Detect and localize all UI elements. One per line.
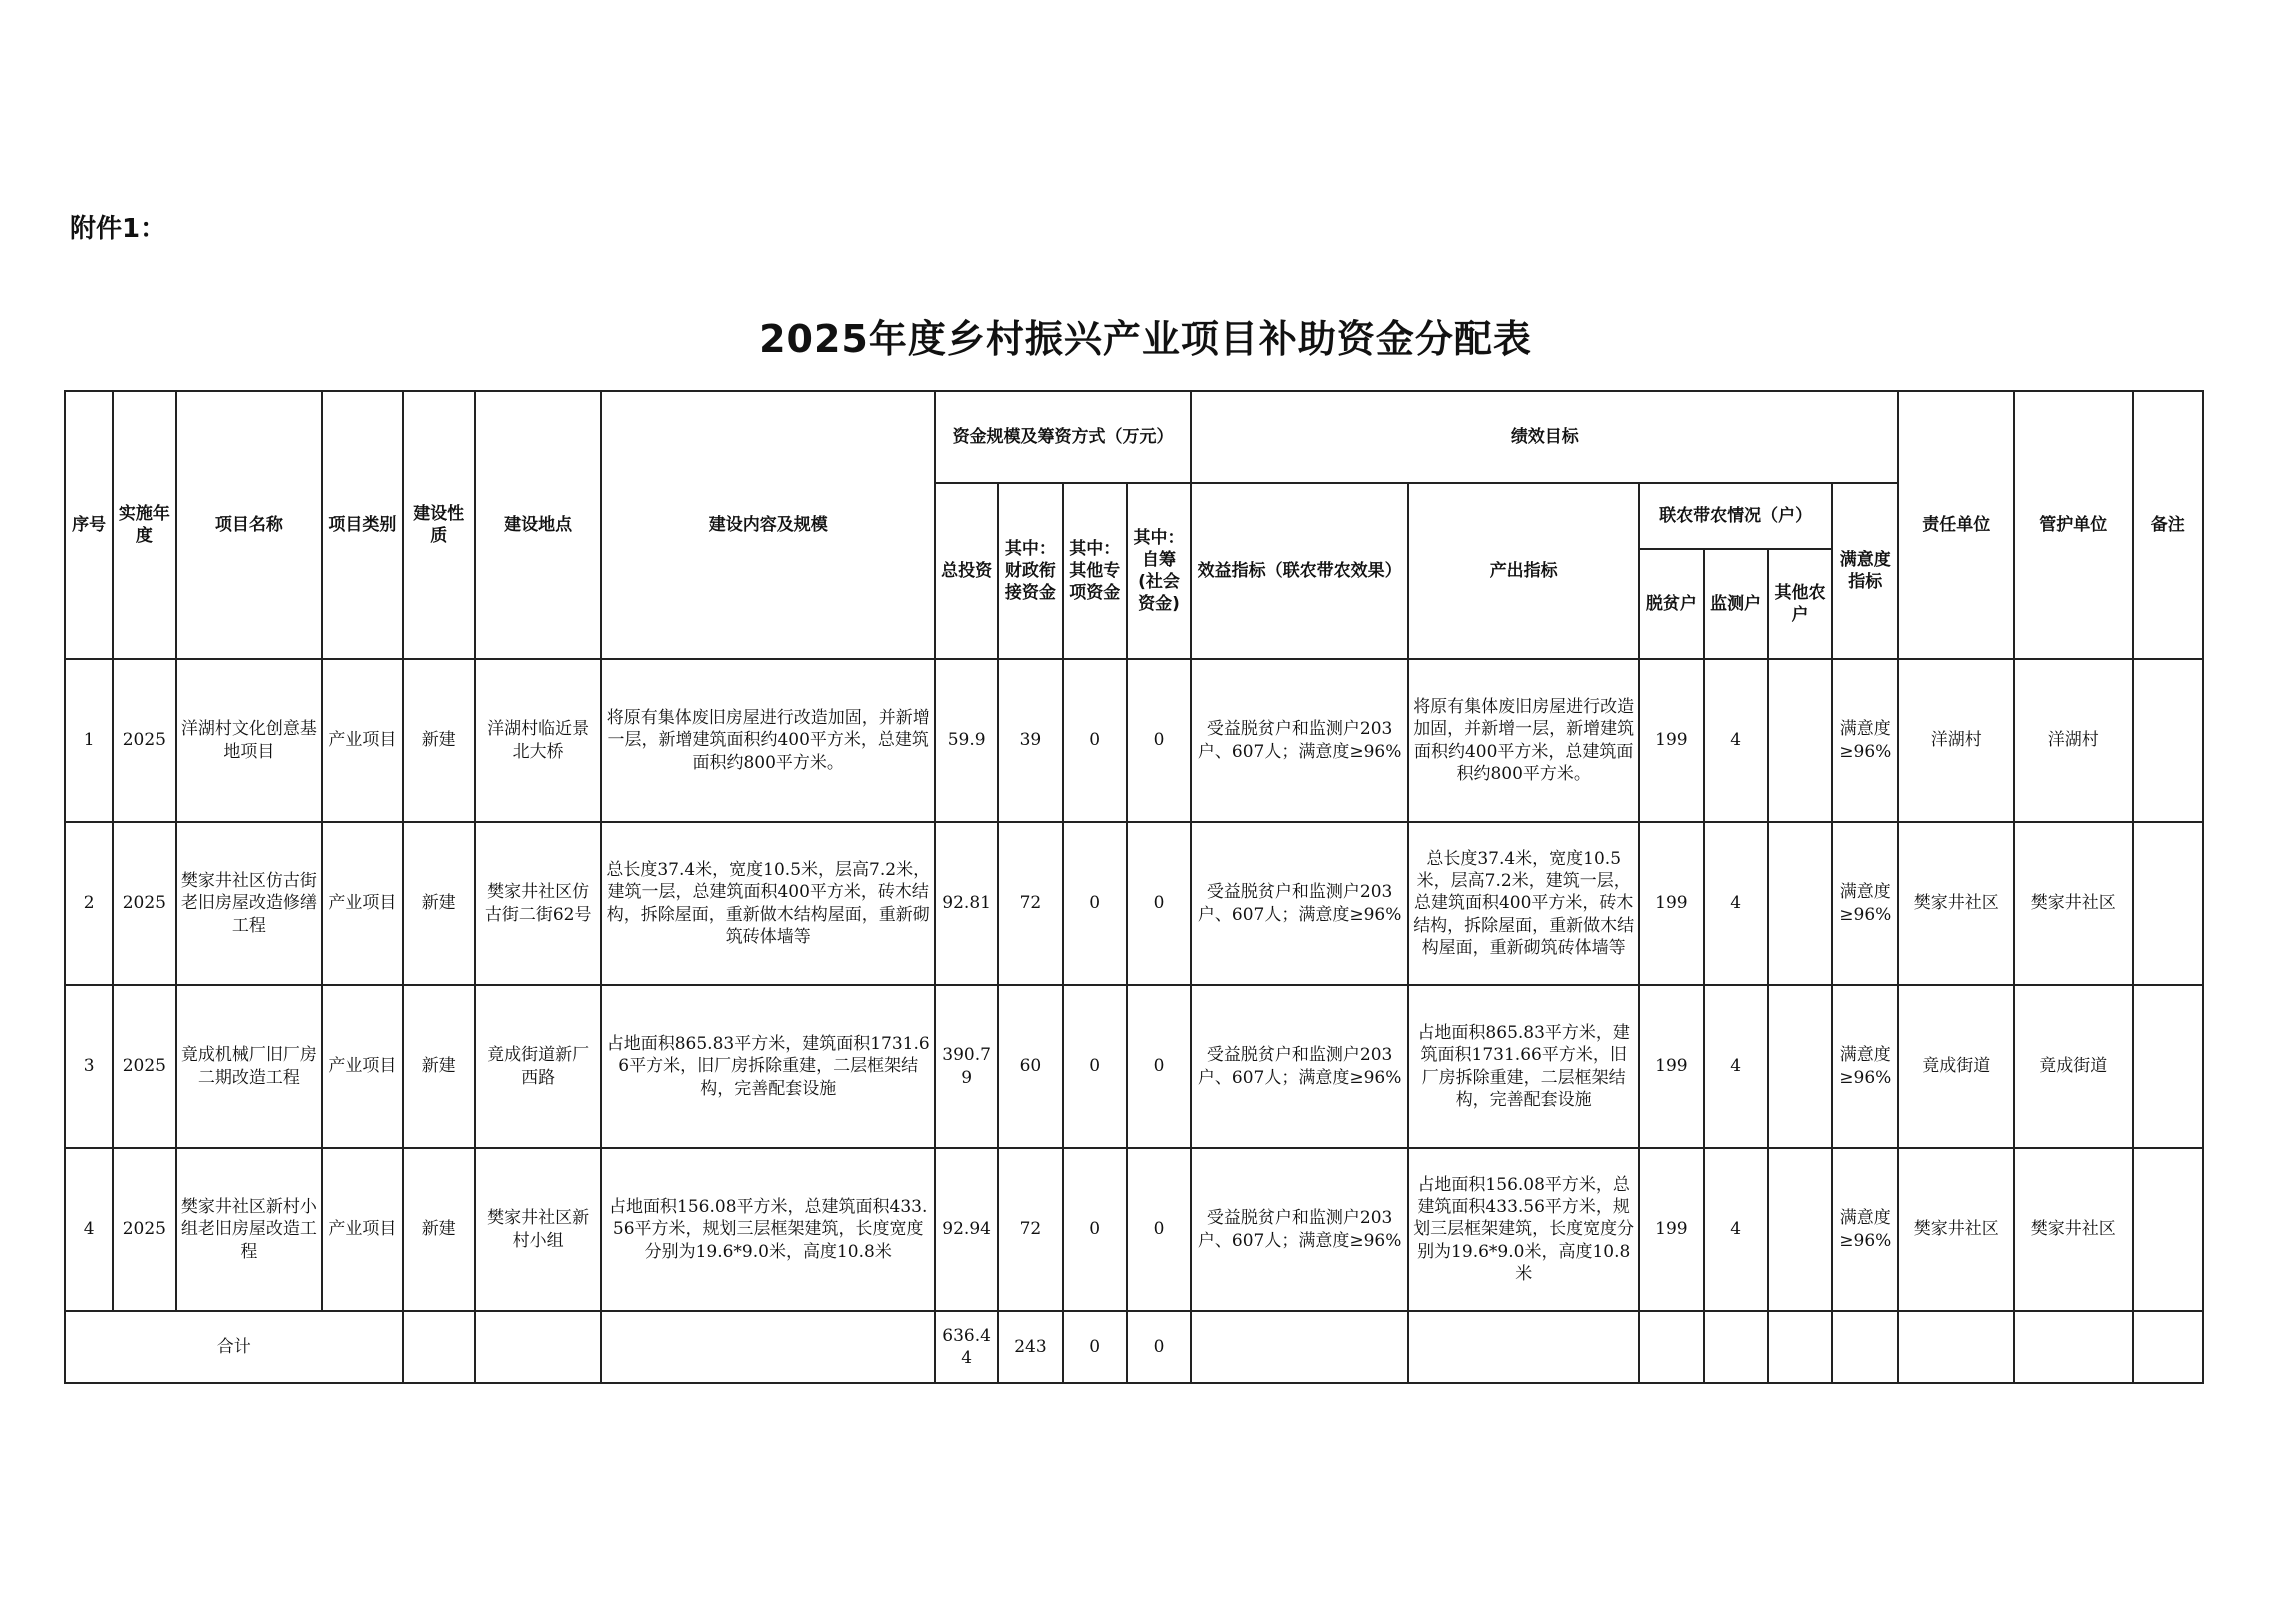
cell-fiscal: 39 [998,659,1062,822]
cell-benefit: 受益脱贫户和监测户203户、607人；满意度≥96% [1191,1148,1408,1311]
col-header-name: 项目名称 [176,391,323,659]
cell-poor: 199 [1639,822,1703,985]
cell-custodian: 樊家井社区 [2014,822,2133,985]
empty-cell [1768,1311,1832,1383]
cell-fiscal: 72 [998,1148,1062,1311]
total-total: 636.44 [935,1311,998,1383]
empty-cell [1191,1311,1408,1383]
cell-category: 产业项目 [322,822,402,985]
cell-total: 92.81 [935,822,998,985]
cell-benefit: 受益脱贫户和监测户203户、607人；满意度≥96% [1191,659,1408,822]
cell-fiscal: 60 [998,985,1062,1148]
col-header-special: 其中：其他专项资金 [1063,483,1127,659]
cell-nature: 新建 [403,985,475,1148]
attachment-label: 附件1： [70,214,167,244]
cell-satisfaction: 满意度≥96% [1832,822,1898,985]
empty-cell [601,1311,935,1383]
cell-special: 0 [1063,659,1127,822]
cell-responsible: 洋湖村 [1898,659,2014,822]
fund-allocation-table [64,390,2204,1384]
cell-content: 占地面积865.83平方米，建筑面积1731.66平方米，旧厂房拆除重建，二层框架结构，完善配套设施 [601,985,935,1148]
col-header-performance-group: 绩效目标 [1191,391,1898,483]
table-row [65,822,2203,985]
col-header-nature: 建设性质 [403,391,475,659]
cell-responsible: 竟成街道 [1898,985,2014,1148]
cell-location: 樊家井社区仿古街二街62号 [475,822,602,985]
cell-remarks [2133,822,2203,985]
col-header-self: 其中：自筹(社会资金) [1127,483,1191,659]
cell-seq: 2 [65,822,113,985]
total-row [65,1311,2203,1383]
cell-custodian: 竟成街道 [2014,985,2133,1148]
header-row [65,391,2203,483]
cell-self: 0 [1127,1148,1191,1311]
cell-responsible: 樊家井社区 [1898,1148,2014,1311]
cell-monitor: 4 [1704,985,1768,1148]
total-self: 0 [1127,1311,1191,1383]
empty-cell [1639,1311,1703,1383]
col-header-total: 总投资 [935,483,998,659]
cell-other-farmers [1768,659,1832,822]
cell-output: 占地面积865.83平方米，建筑面积1731.66平方米，旧厂房拆除重建，二层框架结构，完善配套设施 [1408,985,1639,1148]
cell-satisfaction: 满意度≥96% [1832,659,1898,822]
col-header-benefit: 效益指标（联农带农效果） [1191,483,1408,659]
cell-location: 洋湖村临近景北大桥 [475,659,602,822]
cell-output: 总长度37.4米，宽度10.5米，层高7.2米，建筑一层，总建筑面积400平方米，砖木结构，拆除屋面，重新做木结构屋面，重新砌筑砖体墙等 [1408,822,1639,985]
col-header-monitor: 监测户 [1704,549,1768,659]
cell-location: 樊家井社区新村小组 [475,1148,602,1311]
cell-remarks [2133,1148,2203,1311]
cell-name: 樊家井社区仿古街老旧房屋改造修缮工程 [176,822,323,985]
cell-content: 将原有集体废旧房屋进行改造加固，并新增一层，新增建筑面积约400平方米，总建筑面积约800平方米。 [601,659,935,822]
cell-special: 0 [1063,1148,1127,1311]
col-header-output: 产出指标 [1408,483,1639,659]
cell-location: 竟成街道新厂西路 [475,985,602,1148]
col-header-remarks: 备注 [2133,391,2203,659]
cell-poor: 199 [1639,985,1703,1148]
cell-benefit: 受益脱贫户和监测户203户、607人；满意度≥96% [1191,822,1408,985]
cell-category: 产业项目 [322,659,402,822]
cell-monitor: 4 [1704,1148,1768,1311]
cell-satisfaction: 满意度≥96% [1832,985,1898,1148]
total-label: 合计 [65,1311,403,1383]
cell-category: 产业项目 [322,1148,402,1311]
document-title: 2025年度乡村振兴产业项目补助资金分配表 [759,317,1532,361]
cell-custodian: 洋湖村 [2014,659,2133,822]
cell-nature: 新建 [403,1148,475,1311]
cell-output: 占地面积156.08平方米，总建筑面积433.56平方米，规划三层框架建筑，长度宽度分别为19.6*9.0米，高度10.8米 [1408,1148,1639,1311]
cell-year: 2025 [113,659,175,822]
table-row [65,1148,2203,1311]
col-header-satisfaction: 满意度指标 [1832,483,1898,659]
cell-year: 2025 [113,985,175,1148]
total-special: 0 [1063,1311,1127,1383]
cell-other-farmers [1768,1148,1832,1311]
cell-satisfaction: 满意度≥96% [1832,1148,1898,1311]
cell-output: 将原有集体废旧房屋进行改造加固，并新增一层，新增建筑面积约400平方米，总建筑面积约800平方米。 [1408,659,1639,822]
col-header-content: 建设内容及规模 [601,391,935,659]
empty-cell [2133,1311,2203,1383]
cell-other-farmers [1768,985,1832,1148]
empty-cell [1832,1311,1898,1383]
cell-seq: 1 [65,659,113,822]
cell-nature: 新建 [403,822,475,985]
cell-total: 390.79 [935,985,998,1148]
col-header-category: 项目类别 [322,391,402,659]
cell-poor: 199 [1639,1148,1703,1311]
cell-poor: 199 [1639,659,1703,822]
cell-content: 占地面积156.08平方米，总建筑面积433.56平方米，规划三层框架建筑，长度宽度分别为19.6*9.0米，高度10.8米 [601,1148,935,1311]
cell-content: 总长度37.4米，宽度10.5米，层高7.2米，建筑一层，总建筑面积400平方米，砖木结构，拆除屋面，重新做木结构屋面，重新砌筑砖体墙等 [601,822,935,985]
cell-seq: 4 [65,1148,113,1311]
cell-year: 2025 [113,1148,175,1311]
empty-cell [403,1311,475,1383]
cell-custodian: 樊家井社区 [2014,1148,2133,1311]
col-header-seq: 序号 [65,391,113,659]
col-header-custodian: 管护单位 [2014,391,2133,659]
cell-name: 竟成机械厂旧厂房二期改造工程 [176,985,323,1148]
col-header-fiscal: 其中：财政衔接资金 [998,483,1062,659]
col-header-year: 实施年度 [113,391,175,659]
empty-cell [475,1311,602,1383]
table-row [65,985,2203,1148]
col-header-poor: 脱贫户 [1639,549,1703,659]
empty-cell [1704,1311,1768,1383]
cell-self: 0 [1127,822,1191,985]
col-header-other-farmers: 其他农户 [1768,549,1832,659]
cell-remarks [2133,985,2203,1148]
table-row [65,659,2203,822]
cell-total: 92.94 [935,1148,998,1311]
col-header-location: 建设地点 [475,391,602,659]
cell-remarks [2133,659,2203,822]
cell-monitor: 4 [1704,659,1768,822]
col-header-households-group: 联农带农情况（户） [1639,483,1832,549]
cell-nature: 新建 [403,659,475,822]
cell-other-farmers [1768,822,1832,985]
cell-special: 0 [1063,822,1127,985]
cell-self: 0 [1127,659,1191,822]
empty-cell [2014,1311,2133,1383]
cell-name: 洋湖村文化创意基地项目 [176,659,323,822]
cell-special: 0 [1063,985,1127,1148]
col-header-funding-group: 资金规模及筹资方式（万元） [935,391,1191,483]
cell-name: 樊家井社区新村小组老旧房屋改造工程 [176,1148,323,1311]
cell-year: 2025 [113,822,175,985]
col-header-responsible: 责任单位 [1898,391,2014,659]
total-fiscal: 243 [998,1311,1062,1383]
empty-cell [1898,1311,2014,1383]
cell-self: 0 [1127,985,1191,1148]
empty-cell [1408,1311,1639,1383]
cell-fiscal: 72 [998,822,1062,985]
cell-category: 产业项目 [322,985,402,1148]
cell-responsible: 樊家井社区 [1898,822,2014,985]
cell-benefit: 受益脱贫户和监测户203户、607人；满意度≥96% [1191,985,1408,1148]
cell-monitor: 4 [1704,822,1768,985]
cell-seq: 3 [65,985,113,1148]
cell-total: 59.9 [935,659,998,822]
